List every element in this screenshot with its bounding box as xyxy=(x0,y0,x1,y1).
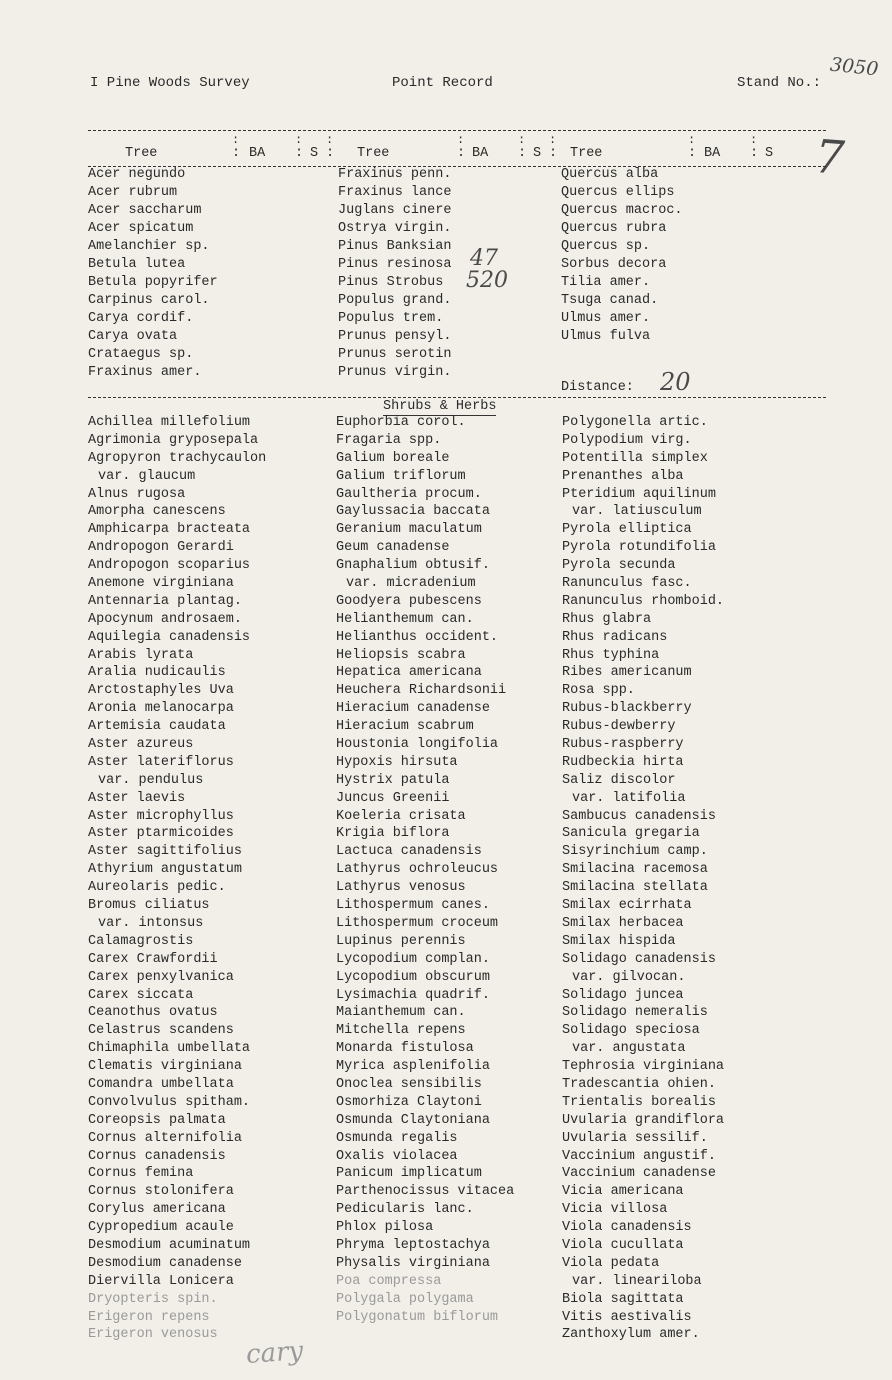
list-item: Pyrola secunda xyxy=(562,558,676,574)
list-item: Tilia amer. xyxy=(561,275,651,290)
list-item: Pedicularis lanc. xyxy=(336,1202,474,1218)
list-item: Carya ovata xyxy=(88,329,178,344)
distance-value: 20 xyxy=(660,368,691,396)
list-item: Crataegus sp. xyxy=(88,347,194,362)
list-item: Quercus macroc. xyxy=(561,203,683,218)
list-item: Vicia americana xyxy=(562,1184,684,1200)
list-item: var. pendulus xyxy=(98,772,204,788)
stand-label: Stand No.: xyxy=(737,75,822,91)
list-item: Alnus rugosa xyxy=(88,486,186,502)
list-item: Galium boreale xyxy=(336,450,450,466)
colon-sep: : xyxy=(232,146,241,161)
list-item: Geranium maculatum xyxy=(336,522,482,538)
list-item: Osmunda Claytoniana xyxy=(336,1112,490,1128)
list-item: Aureolaris pedic. xyxy=(88,880,226,896)
list-item: Mitchella repens xyxy=(336,1023,466,1039)
list-item: Trientalis borealis xyxy=(562,1094,716,1110)
shrubs-column-3 xyxy=(562,414,724,1344)
ba-strobus: 520 xyxy=(466,268,508,293)
list-item: Aralia nudicaulis xyxy=(88,665,226,681)
list-item: var. micradenium xyxy=(346,576,476,592)
list-item: Prunus pensyl. xyxy=(338,329,452,344)
list-item: Amphicarpa bracteata xyxy=(88,522,251,538)
list-item: Lupinus perennis xyxy=(336,933,466,949)
footer-note: cary xyxy=(245,1336,305,1370)
list-item: Coreopsis palmata xyxy=(88,1112,226,1128)
list-item: Apocynum androsaem. xyxy=(88,611,242,627)
list-item: Chimaphila umbellata xyxy=(88,1041,251,1057)
list-item: Aster ptarmicoides xyxy=(88,826,234,842)
list-item: Erigeron repens xyxy=(88,1309,210,1325)
list-item: Sisyrinchium camp. xyxy=(562,844,708,860)
list-item: Smilax herbacea xyxy=(562,915,684,931)
list-item: Fraxinus lance xyxy=(338,185,452,200)
list-item: Acer saccharum xyxy=(88,203,202,218)
list-item: Acer spicatum xyxy=(88,221,194,236)
colon-sep: : xyxy=(549,146,558,161)
list-item: Betula popyrifer xyxy=(88,275,218,290)
list-item: Viola pedata xyxy=(562,1255,660,1271)
list-item: Clematis virginiana xyxy=(88,1059,242,1075)
header-ba: BA xyxy=(249,146,266,161)
list-item: Celastrus scandens xyxy=(88,1023,234,1039)
list-item: Desmodium acuminatum xyxy=(88,1237,251,1253)
list-item: Amorpha canescens xyxy=(88,504,226,520)
list-item: Euphorbia corol. xyxy=(336,415,466,430)
list-item: Prenanthes alba xyxy=(562,468,684,484)
list-item: Lathyrus ochroleucus xyxy=(336,862,499,878)
list-item: Quercus rubra xyxy=(561,221,667,236)
list-item: Fraxinus amer. xyxy=(88,365,202,380)
colon-sep: : xyxy=(750,133,758,147)
list-item: Agrimonia gryposepala xyxy=(88,432,259,448)
header-ba: BA xyxy=(472,146,489,161)
list-item: Uvularia sessilif. xyxy=(562,1130,708,1146)
list-item: Carex Crawfordii xyxy=(88,951,218,967)
list-item: Artemisia caudata xyxy=(88,719,226,735)
list-item: Pinus Strobus xyxy=(338,275,444,290)
colon-sep: : xyxy=(295,133,303,147)
colon-sep: : xyxy=(518,133,526,147)
list-item: Heliopsis scabra xyxy=(336,647,466,663)
distance-label: Distance: xyxy=(561,380,634,395)
list-item: Solidago speciosa xyxy=(562,1023,700,1039)
list-item: Polypodium virg. xyxy=(562,432,692,448)
list-item: Populus grand. xyxy=(338,293,452,308)
list-item: Onoclea sensibilis xyxy=(336,1076,482,1092)
header-tree: Tree xyxy=(570,146,603,161)
list-item: Juncus Greenii xyxy=(336,790,450,806)
list-item: Desmodium canadense xyxy=(88,1255,242,1271)
list-item: Polygonatum biflorum xyxy=(336,1309,499,1325)
list-item: Amelanchier sp. xyxy=(88,239,210,254)
list-item: Gnaphalium obtusif. xyxy=(336,558,490,574)
list-item: Vaccinium canadense xyxy=(562,1166,716,1182)
list-item: Physalis virginiana xyxy=(336,1255,490,1271)
list-item: Biola sagittata xyxy=(562,1291,684,1307)
list-item: Juglans cinere xyxy=(338,203,452,218)
list-item: Carpinus carol. xyxy=(88,293,210,308)
list-item: Smilacina stellata xyxy=(562,880,708,896)
list-item: Prunus serotin xyxy=(338,347,452,362)
list-item: Smilacina racemosa xyxy=(562,862,708,878)
list-item: Hepatica americana xyxy=(336,665,482,681)
list-item: Monarda fistulosa xyxy=(336,1041,474,1057)
list-item: Quercus ellips xyxy=(561,185,675,200)
header-s: S xyxy=(765,146,774,161)
list-item: Lathyrus venosus xyxy=(336,880,466,896)
header-tree: Tree xyxy=(357,146,390,161)
list-item: Zanthoxylum amer. xyxy=(562,1327,700,1343)
colon-sep: : xyxy=(295,146,304,161)
list-item: Rhus radicans xyxy=(562,629,668,645)
colon-sep: : xyxy=(688,133,696,147)
list-item: Arctostaphyles Uva xyxy=(88,683,234,699)
list-item: Lactuca canadensis xyxy=(336,844,482,860)
list-item: Pinus Banksian xyxy=(338,239,452,254)
list-item: var. latifolia xyxy=(572,790,686,806)
list-item: Pteridium aquilinum xyxy=(562,486,716,502)
list-item: Galium triflorum xyxy=(336,468,466,484)
list-item: Smilax hispida xyxy=(562,933,676,949)
colon-sep: : xyxy=(549,133,557,147)
list-item: Pyrola rotundifolia xyxy=(562,540,716,556)
colon-sep: : xyxy=(457,146,466,161)
list-item: Saliz discolor xyxy=(562,772,676,788)
list-item: var. angustata xyxy=(572,1041,686,1057)
list-item: Aster laevis xyxy=(88,790,186,806)
list-item: Solidago juncea xyxy=(562,987,684,1003)
list-item: Arabis lyrata xyxy=(88,647,194,663)
tree-column-2 xyxy=(338,166,451,382)
list-item: Viola canadensis xyxy=(562,1220,692,1236)
list-item: Hypoxis hirsuta xyxy=(336,754,458,770)
list-item: Rudbeckia hirta xyxy=(562,754,684,770)
list-item: Pinus resinosa xyxy=(338,257,452,272)
list-item: Comandra umbellata xyxy=(88,1076,234,1092)
list-item: Osmunda regalis xyxy=(336,1130,458,1146)
list-item: Parthenocissus vitacea xyxy=(336,1184,515,1200)
list-item: Carex penxylvanica xyxy=(88,969,234,985)
shrubs-column-2 xyxy=(336,414,514,1326)
list-item: Ranunculus rhomboid. xyxy=(562,593,725,609)
list-item: var. gilvocan. xyxy=(572,969,686,985)
list-item: Andropogon Gerardi xyxy=(88,540,234,556)
list-item: Gaylussacia baccata xyxy=(336,504,490,520)
list-item: Quercus sp. xyxy=(561,239,651,254)
list-item: Andropogon scoparius xyxy=(88,558,251,574)
list-item: Polygala polygama xyxy=(336,1291,474,1307)
list-item: Potentilla simplex xyxy=(562,450,708,466)
list-item: Helianthus occident. xyxy=(336,629,499,645)
list-item: Gaultheria procum. xyxy=(336,486,482,502)
list-item: Vitis aestivalis xyxy=(562,1309,692,1325)
list-item: Hieracium scabrum xyxy=(336,719,474,735)
list-item: Rhus glabra xyxy=(562,611,652,627)
list-item: Prunus virgin. xyxy=(338,365,452,380)
list-item: Carex siccata xyxy=(88,987,194,1003)
colon-sep: : xyxy=(750,146,759,161)
list-item: Geum canadense xyxy=(336,540,450,556)
tree-column-1 xyxy=(88,166,218,382)
list-item: Tsuga canad. xyxy=(561,293,659,308)
list-item: Polygonella artic. xyxy=(562,415,708,430)
list-item: Solidago nemeralis xyxy=(562,1005,708,1021)
list-item: Cypropedium acaule xyxy=(88,1220,234,1236)
list-item: Lithospermum croceum xyxy=(336,915,499,931)
list-item: Vaccinium angustif. xyxy=(562,1148,716,1164)
list-item: Anemone virginiana xyxy=(88,576,234,592)
list-item: Hieracium canadense xyxy=(336,701,490,717)
list-item: Calamagrostis xyxy=(88,933,194,949)
shrubs-column-1 xyxy=(88,414,266,1344)
list-item: Antennaria plantag. xyxy=(88,593,242,609)
list-item: var. lineariloba xyxy=(572,1273,702,1289)
list-item: var. intonsus xyxy=(98,915,204,931)
colon-sep: : xyxy=(688,146,697,161)
list-item: Solidago canadensis xyxy=(562,951,716,967)
list-item: Uvularia grandiflora xyxy=(562,1112,725,1128)
list-item: Osmorhiza Claytoni xyxy=(336,1094,482,1110)
list-item: Athyrium angustatum xyxy=(88,862,242,878)
list-item: Panicum implicatum xyxy=(336,1166,482,1182)
list-item: Houstonia longifolia xyxy=(336,737,499,753)
list-item: Goodyera pubescens xyxy=(336,593,482,609)
list-item: Pyrola elliptica xyxy=(562,522,692,538)
list-item: Ostrya virgin. xyxy=(338,221,452,236)
list-item: Fraxinus penn. xyxy=(338,167,452,182)
list-item: Lycopodium obscurum xyxy=(336,969,490,985)
list-item: Ribes americanum xyxy=(562,665,692,681)
list-item: Cornus stolonifera xyxy=(88,1184,234,1200)
list-item: Tephrosia virginiana xyxy=(562,1059,725,1075)
list-item: Agropyron trachycaulon xyxy=(88,450,267,466)
list-item: Viola cucullata xyxy=(562,1237,684,1253)
list-item: Hystrix patula xyxy=(336,772,450,788)
list-item: var. glaucum xyxy=(98,468,196,484)
list-item: Convolvulus spitham. xyxy=(88,1094,251,1110)
list-item: Quercus alba xyxy=(561,167,659,182)
list-item: Betula lutea xyxy=(88,257,186,272)
list-item: Sambucus canadensis xyxy=(562,808,716,824)
list-item: Acer rubrum xyxy=(88,185,178,200)
list-item: Dryopteris spin. xyxy=(88,1291,218,1307)
list-item: Rubus-blackberry xyxy=(562,701,692,717)
list-item: Koeleria crisata xyxy=(336,808,466,824)
colon-sep: : xyxy=(232,133,240,147)
list-item: Lithospermum canes. xyxy=(336,898,490,914)
list-item: Erigeron venosus xyxy=(88,1327,218,1343)
list-item: Ulmus amer. xyxy=(561,311,651,326)
list-item: Acer negundo xyxy=(88,167,186,182)
list-item: var. latiusculum xyxy=(572,504,702,520)
list-item: Myrica asplenifolia xyxy=(336,1059,490,1075)
list-item: Cornus alternifolia xyxy=(88,1130,242,1146)
shrubs-title: Shrubs & Herbs xyxy=(383,399,497,414)
list-item: Aquilegia canadensis xyxy=(88,629,251,645)
list-item: Phlox pilosa xyxy=(336,1220,434,1236)
stand-number: 3050 xyxy=(828,53,880,81)
list-item: Aster sagittifolius xyxy=(88,844,242,860)
list-item: Achillea millefolium xyxy=(88,415,251,430)
list-item: Ulmus fulva xyxy=(561,329,651,344)
list-item: Rhus typhina xyxy=(562,647,660,663)
colon-sep: : xyxy=(326,146,335,161)
list-item: Populus trem. xyxy=(338,311,444,326)
colon-sep: : xyxy=(326,133,334,147)
list-item: Vicia villosa xyxy=(562,1202,668,1218)
list-item: Rosa spp. xyxy=(562,683,635,699)
list-item: Cornus canadensis xyxy=(88,1148,226,1164)
list-item: Rubus-raspberry xyxy=(562,737,684,753)
list-item: Sanicula gregaria xyxy=(562,826,700,842)
list-item: Corylus americana xyxy=(88,1202,226,1218)
header-ba: BA xyxy=(704,146,721,161)
list-item: Sorbus decora xyxy=(561,257,667,272)
list-item: Smilax ecirrhata xyxy=(562,898,692,914)
record-title: Point Record xyxy=(392,75,493,91)
list-item: Poa compressa xyxy=(336,1273,442,1289)
header-tree: Tree xyxy=(125,146,158,161)
list-item: Aster lateriflorus xyxy=(88,754,234,770)
header-s: S xyxy=(310,146,319,161)
list-item: Aster azureus xyxy=(88,737,194,753)
list-item: Carya cordif. xyxy=(88,311,194,326)
list-item: Fragaria spp. xyxy=(336,432,442,448)
list-item: Tradescantia ohien. xyxy=(562,1076,716,1092)
ba-resinosa: 47 xyxy=(470,246,498,271)
list-item: Rubus-dewberry xyxy=(562,719,676,735)
list-item: Bromus ciliatus xyxy=(88,898,210,914)
list-item: Maianthemum can. xyxy=(336,1005,466,1021)
list-item: Krigia biflora xyxy=(336,826,450,842)
list-item: Heuchera Richardsonii xyxy=(336,683,507,699)
list-item: Aronia melanocarpa xyxy=(88,701,234,717)
list-item: Aster microphyllus xyxy=(88,808,234,824)
list-item: Helianthemum can. xyxy=(336,611,474,627)
list-item: Lycopodium complan. xyxy=(336,951,490,967)
handwritten-mark: 7 xyxy=(813,129,847,185)
list-item: Phryma leptostachya xyxy=(336,1237,490,1253)
list-item: Ranunculus fasc. xyxy=(562,576,692,592)
list-item: Oxalis violacea xyxy=(336,1148,458,1164)
list-item: Lysimachia quadrif. xyxy=(336,987,490,1003)
survey-title: I Pine Woods Survey xyxy=(90,75,250,91)
header-s: S xyxy=(533,146,542,161)
tree-column-3 xyxy=(561,166,683,346)
colon-sep: : xyxy=(518,146,527,161)
list-item: Diervilla Lonicera xyxy=(88,1273,234,1289)
list-item: Ceanothus ovatus xyxy=(88,1005,218,1021)
divider-top xyxy=(88,130,826,131)
colon-sep: : xyxy=(457,133,465,147)
list-item: Cornus femina xyxy=(88,1166,194,1182)
